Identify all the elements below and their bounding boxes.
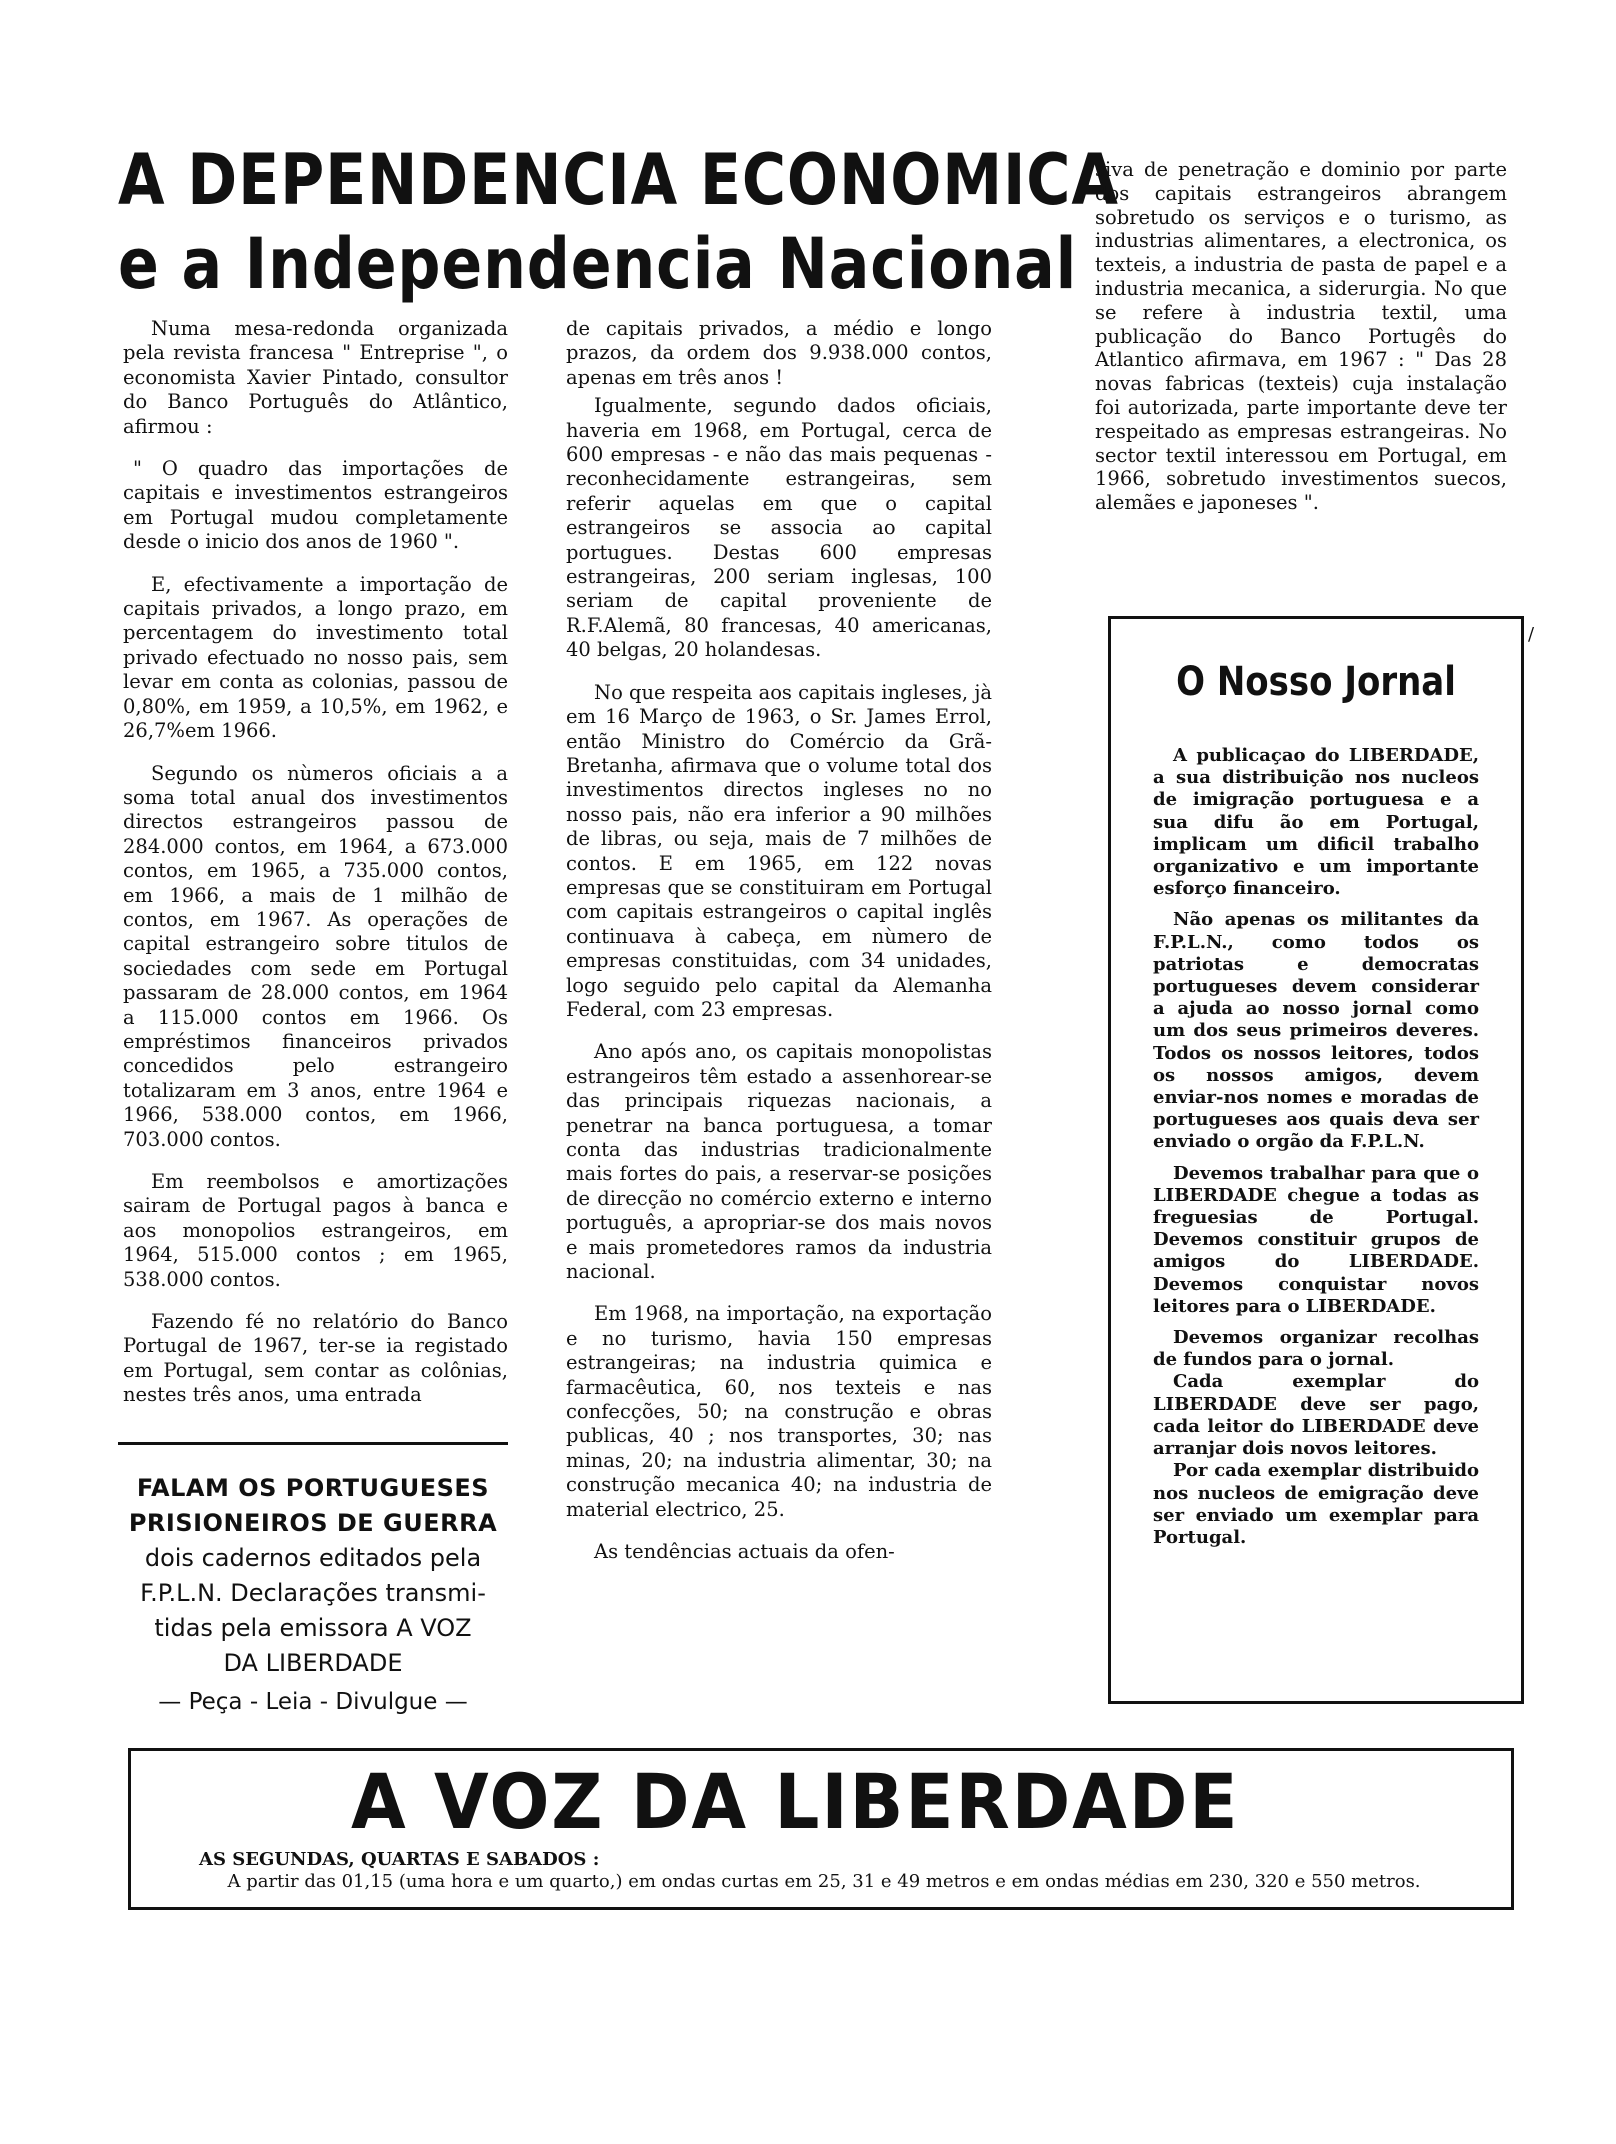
promo-box [118,1442,508,1715]
jornal-paragraph: Não apenas os militantes da F.P.L.N., como todos os patriotas e democratas portugueses devem considerar a ajuda ao nosso jornal como um dos seus primeiros deveres. Todos os nossos leitores, todos os nossos amigos, devem enviar-nos nomes e moradas de portugueses aos quais deva ser enviado o orgão da F.P.L.N. [1153,909,1479,1153]
jornal-paragraph: Devemos trabalhar para que o LIBERDADE chegue a todas as freguesias de Portugal. Devemos constituir grupos de amigos do LIBERDADE. Devemos conquistar novos leitores para o LIBERDADE. [1153,1162,1479,1317]
article-paragraph: E, efectivamente a importação de capitais privados, a longo prazo, em percentagem do investimento total privado efectuado no nosso pais, sem levar em conta as colonias, passou de 0,80%, em 1959, a 10,5%, em 1962, e 26,7%em 1966. [123,572,508,743]
article-paragraph: As tendências actuais da ofen- [594,1540,895,1564]
headline-line-1: A DEPENDENCIA ECONOMICA [118,139,1119,221]
jornal-paragraph: A publicaçao do LIBERDADE, a sua distribuição nos nucleos de imigração portuguesa e a sua difu ão em Portugal, implicam um dificil trabalho organizativo e um importante esforço financeiro. [1153,745,1479,900]
nosso-jornal-title: O Nosso Jornal [1176,659,1456,705]
headline [118,138,1119,306]
voz-liberdade-banner [128,1748,1514,1910]
jornal-paragraph: Devemos organizar recolhas de fundos para o jornal. [1153,1327,1479,1371]
article-paragraph: Em reembolsos e amortizações sairam de Portugal pagos à banca e aos monopolios estrangeiros, em 1964, 515.000 contos ; em 1965, 538.000 contos. [123,1170,508,1291]
article-quote: " O quadro das importações de capitais e investimentos estrangeiros em Portugal mudou completamente desde o inicio dos anos de 1960 ". [123,457,508,554]
jornal-paragraph: Cada exemplar do LIBERDADE deve ser pago, cada leitor do LIBERDADE deve arranjar dois novos leitores. [1153,1371,1479,1460]
article-paragraph: siva de penetração e dominio por parte dos capitais estrangeiros abrangem sobretudo os serviços e o turismo, as industrias alimentares, a electronica, os texteis, a industria de pasta de papel e a industria mecanica, a siderurgia. No que se refere à industria textil, uma publicação do Banco Portugês do Atlantico afirmava, em 1967 : " Das 28 novas fabricas (texteis) cuja instalação foi autorizada, parte importante deve ter respeitado as empresas estrangeiras. No sector textil interessou em Portugal, em 1966, sobretudo investimentos suecos, alemães e japoneses ". [1095,158,1507,515]
article-paragraph: de capitais privados, a médio e longo prazos, da ordem dos 9.938.000 contos, apenas em três anos ! [566,317,992,389]
headline-line-2: e a Independencia Nacional [118,223,1078,305]
promo-title-2: PRISIONEIROS DE GUERRA [128,1509,498,1537]
article-paragraph: Segundo os nùmeros oficiais a a soma total anual dos investimentos directos estrangeiros passou de 284.000 contos, em 1964, a 673.000 contos, em 1965, a 735.000 contos, em 1966, a mais de 1 milhão de contos, em 1967. As operações de capital estrangeiro sobre titulos de sociedades com sede em Portugal passaram de 28.000 contos, em 1964 a 115.000 contos em 1966. Os empréstimos financeiros privados concedidos pelo estrangeiro totalizaram em 3 anos, entre 1964 e 1966, 538.000 contos, em 1966, 703.000 contos. [123,761,508,1151]
promo-line-3: dois cadernos editados pela [144,1544,482,1572]
banner-title: A VOZ DA LIBERDADE [351,1757,1240,1846]
promo-line-5: tidas pela emissora A VOZ [154,1614,472,1642]
promo-line-4: F.P.L.N. Declarações transmi- [140,1579,486,1607]
promo-footer: — Peça - Leia - Divulgue — [158,1689,468,1715]
nosso-jornal-body [1153,745,1479,1549]
nosso-jornal-box [1108,616,1524,1704]
article-column-2 [566,317,992,1583]
promo-title-1: FALAM OS PORTUGUESES [136,1474,490,1502]
promo-line-6: DA LIBERDADE [223,1649,403,1677]
article-column-1 [123,317,508,1426]
article-paragraph: No que respeita aos capitais ingleses, jà em 16 Março de 1963, o Sr. James Errol, então Ministro do Comércio da Grã-Bretanha, afirmava que o volume total dos investimentos directos ingleses no no nosso pais, não era inferior a 90 milhões de libras, ou seja, mais de 7 milhões de contos. E em 1965, em 122 novas empresas que se constituiram em Portugal com capitais estrangeiros o capital inglês continuava à cabeça, em nùmero de empresas constituidas, com 34 unidades, logo seguido pelo capital da Alemanha Federal, com 23 empresas. [566,680,992,1021]
article-column-3 [1095,158,1507,533]
banner-days: AS SEGUNDAS, QUARTAS E SABADOS : [199,1849,600,1870]
article-paragraph: Igualmente, segundo dados oficiais, haveria em 1968, em Portugal, cerca de 600 empresas - e não das mais pequenas - reconhecidamente estrangeiras, sem referir aquelas em que o capital estrangeiros se associa ao capital portugues. Destas 600 empresas estrangeiras, 200 seriam inglesas, 100 seriam de capital proveniente de R.F.Alemã, 80 francesas, 40 americanas, 40 belgas, 20 holandesas. [566,394,992,662]
jornal-paragraph: Por cada exemplar distribuido nos nucleos de emigração deve ser enviado um exemplar para Portugal. [1153,1460,1479,1548]
article-paragraph: Numa mesa-redonda organizada pela revista francesa " Entreprise ", o economista Xavier Pintado, consultor do Banco Português do Atlântico, afirmou : [123,317,508,438]
article-paragraph: Ano após ano, os capitais monopolistas estrangeiros têm estado a assenhorear-se das principais riquezas nacionais, a penetrar na banca portuguesa, a tomar conta das industrias tradicionalmente mais fortes do pais, a reservar-se posições de direcção no comércio externo e interno português, a apropriar-se dos mais novos e mais prometedores ramos da industria nacional. [566,1040,992,1284]
article-paragraph: Fazendo fé no relatório do Banco Portugal de 1967, ter-se ia registado em Portugal, sem contar as colônias, nestes três anos, uma entrada [123,1310,508,1407]
stray-mark: / [1528,624,1535,645]
article-paragraph: Em 1968, na importação, na exportação e no turismo, havia 150 empresas estrangeiras; na industria quimica e farmacêutica, 60, nos texteis e nas confecções, 50; na construção e obras publicas, 40 ; nos transportes, 30; nas minas, 20; na industria alimentar, 30; na construção mecanica 40; na industria de material electrico, 25. [566,1302,992,1521]
banner-schedule: A partir das 01,15 (uma hora e um quarto,) em ondas curtas em 25, 31 e 49 metros e em ondas médias em 230, 320 e 550 metros. [227,1871,1421,1892]
